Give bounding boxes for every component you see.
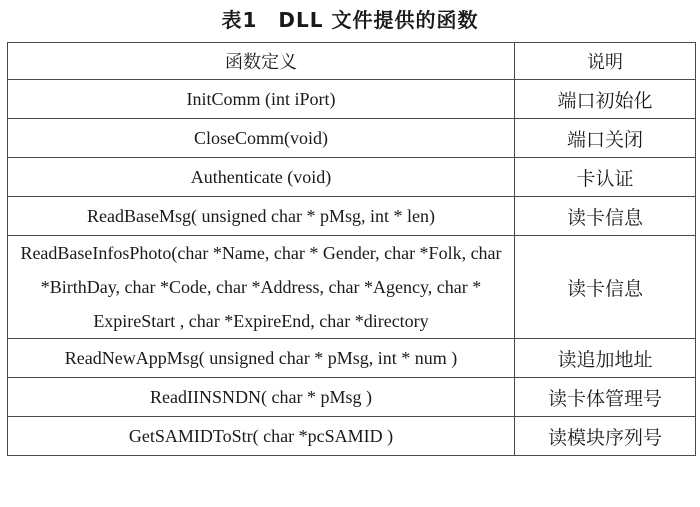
table-row bbox=[8, 378, 696, 417]
function-definition-cell: CloseComm(void) bbox=[8, 119, 515, 158]
description-cell: 卡认证 bbox=[515, 158, 696, 197]
function-definition-cell: InitComm (int iPort) bbox=[8, 80, 515, 119]
table-header-row bbox=[8, 43, 696, 80]
function-definition-cell: ReadIINSNDN( char * pMsg ) bbox=[8, 378, 515, 417]
table-row bbox=[8, 339, 696, 378]
description-cell: 端口关闭 bbox=[515, 119, 696, 158]
description-cell: 读模块序列号 bbox=[515, 417, 696, 456]
function-definition-cell: Authenticate (void) bbox=[8, 158, 515, 197]
function-definition-cell: ReadBaseInfosPhoto(char *Name, char * Gender, char *Folk, char *BirthDay, char *Code, char *Address, char *Agency, char * ExpireStart , char *ExpireEnd, char *directory bbox=[8, 236, 515, 339]
table-row bbox=[8, 197, 696, 236]
description-cell: 读卡信息 bbox=[515, 197, 696, 236]
table-row bbox=[8, 236, 696, 339]
function-definition-cell: ReadNewAppMsg( unsigned char * pMsg, int * num ) bbox=[8, 339, 515, 378]
table-row bbox=[8, 158, 696, 197]
table-caption: 表1 DLL 文件提供的函数 bbox=[221, 8, 479, 32]
dll-function-table bbox=[7, 42, 696, 456]
description-cell: 端口初始化 bbox=[515, 80, 696, 119]
table-row bbox=[8, 417, 696, 456]
function-definition-cell: GetSAMIDToStr( char *pcSAMID ) bbox=[8, 417, 515, 456]
table-row bbox=[8, 80, 696, 119]
function-definition-cell: ReadBaseMsg( unsigned char * pMsg, int * len) bbox=[8, 197, 515, 236]
header-function-definition: 函数定义 bbox=[8, 43, 515, 80]
description-cell: 读追加地址 bbox=[515, 339, 696, 378]
table-row bbox=[8, 119, 696, 158]
description-cell: 读卡体管理号 bbox=[515, 378, 696, 417]
header-description: 说明 bbox=[515, 43, 696, 80]
description-cell: 读卡信息 bbox=[515, 236, 696, 339]
